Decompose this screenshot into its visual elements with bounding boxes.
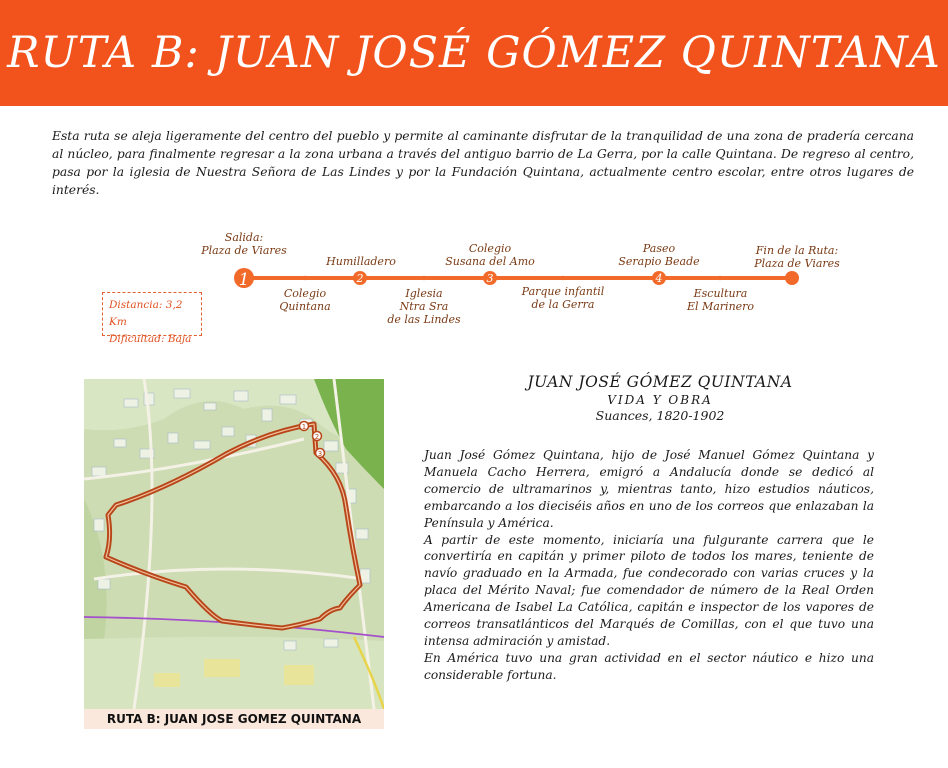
difficulty-text: Dificultad: Baja <box>109 333 192 345</box>
bio-title: JUAN JOSÉ GÓMEZ QUINTANA <box>527 373 793 391</box>
timeline-end-node <box>785 271 799 285</box>
stop-label-salida: Salida: Plaza de Viares <box>201 231 287 257</box>
distance-text: Distancia: 3,2 Km <box>109 299 183 328</box>
bio-text <box>424 447 874 684</box>
svg-text:3: 3 <box>317 450 323 458</box>
route-info-box <box>102 292 202 345</box>
svg-text:2: 2 <box>314 433 320 441</box>
stop-label-iglesia: Iglesia Ntra Sra de las Lindes <box>387 287 461 326</box>
timeline-number-3: 3 <box>486 272 494 285</box>
bio-heading <box>420 373 900 424</box>
bio-paragraph: A partir de este momento, iniciaría una fulgurante carrera que le convertiría en capitán y primer piloto de todos los mares, teniente de navío graduado en la Armada, fue condecorado con varias cruces y la placa del Mérito Naval; fue comendador de número de la Real Orden Americana de Isabel La Católica, capitán e inspector de los vapores de correos transatlánticos del Marqués de Comillas, con el que tuvo una intensa admiración y amistad. <box>424 532 874 648</box>
timeline-number-4: 4 <box>655 272 663 285</box>
title-banner <box>0 0 948 106</box>
stop-label-escultura: Escultura El Marinero <box>686 287 755 313</box>
page-title: RUTA B: JUAN JOSÉ GÓMEZ QUINTANA <box>7 28 941 78</box>
bio-subtitle: VIDA Y OBRA <box>607 393 713 407</box>
stop-label-colegio-susana: Colegio Susana del Amo <box>445 242 535 268</box>
map-graphic <box>84 379 384 729</box>
svg-text:1: 1 <box>301 423 307 431</box>
timeline-number-2: 2 <box>356 272 364 285</box>
bio-dates: Suances, 1820-1902 <box>595 408 725 423</box>
map-caption: RUTA B: JUAN JOSE GOMEZ QUINTANA <box>84 709 384 729</box>
bio-paragraph: En América tuvo una gran actividad en el sector náutico e hizo una considerable fortuna. <box>424 650 874 682</box>
stop-label-fin: Fin de la Ruta: Plaza de Viares <box>754 244 840 270</box>
stop-label-paseo: Paseo Serapio Beade <box>618 242 700 268</box>
bio-paragraph: Juan José Gómez Quintana, hijo de José Manuel Gómez Quintana y Manuela Cacho Herrera, emigró a Andalucía donde se dedicó al comercio de ultramarinos y, mientras tanto, hizo estudios náuticos, embarcando a los dieciséis años en uno de los correos que enlazaban la Península y América. <box>424 448 874 530</box>
stop-label-humilladero: Humilladero <box>326 255 396 268</box>
intro-paragraph: Esta ruta se aleja ligeramente del centro del pueblo y permite al caminante disfrutar de la tranquilidad de una zona de pradería cercana al núcleo, para finalmente regresar a la zona urbana a través del antiguo barrio de La Gerra, por la calle Quintana. De regreso al centro, pasa por la iglesia de Nuestra Señora de Las Lindes y por la Fundación Quintana, actualmente centro escolar, entre otros lugares de interés. <box>52 129 914 197</box>
route-map <box>84 379 384 729</box>
stop-label-colegio-quintana: Colegio Quintana <box>279 287 331 313</box>
timeline-number-1: 1 <box>238 270 250 290</box>
stop-label-parque: Parque infantil de la Gerra <box>521 285 605 311</box>
